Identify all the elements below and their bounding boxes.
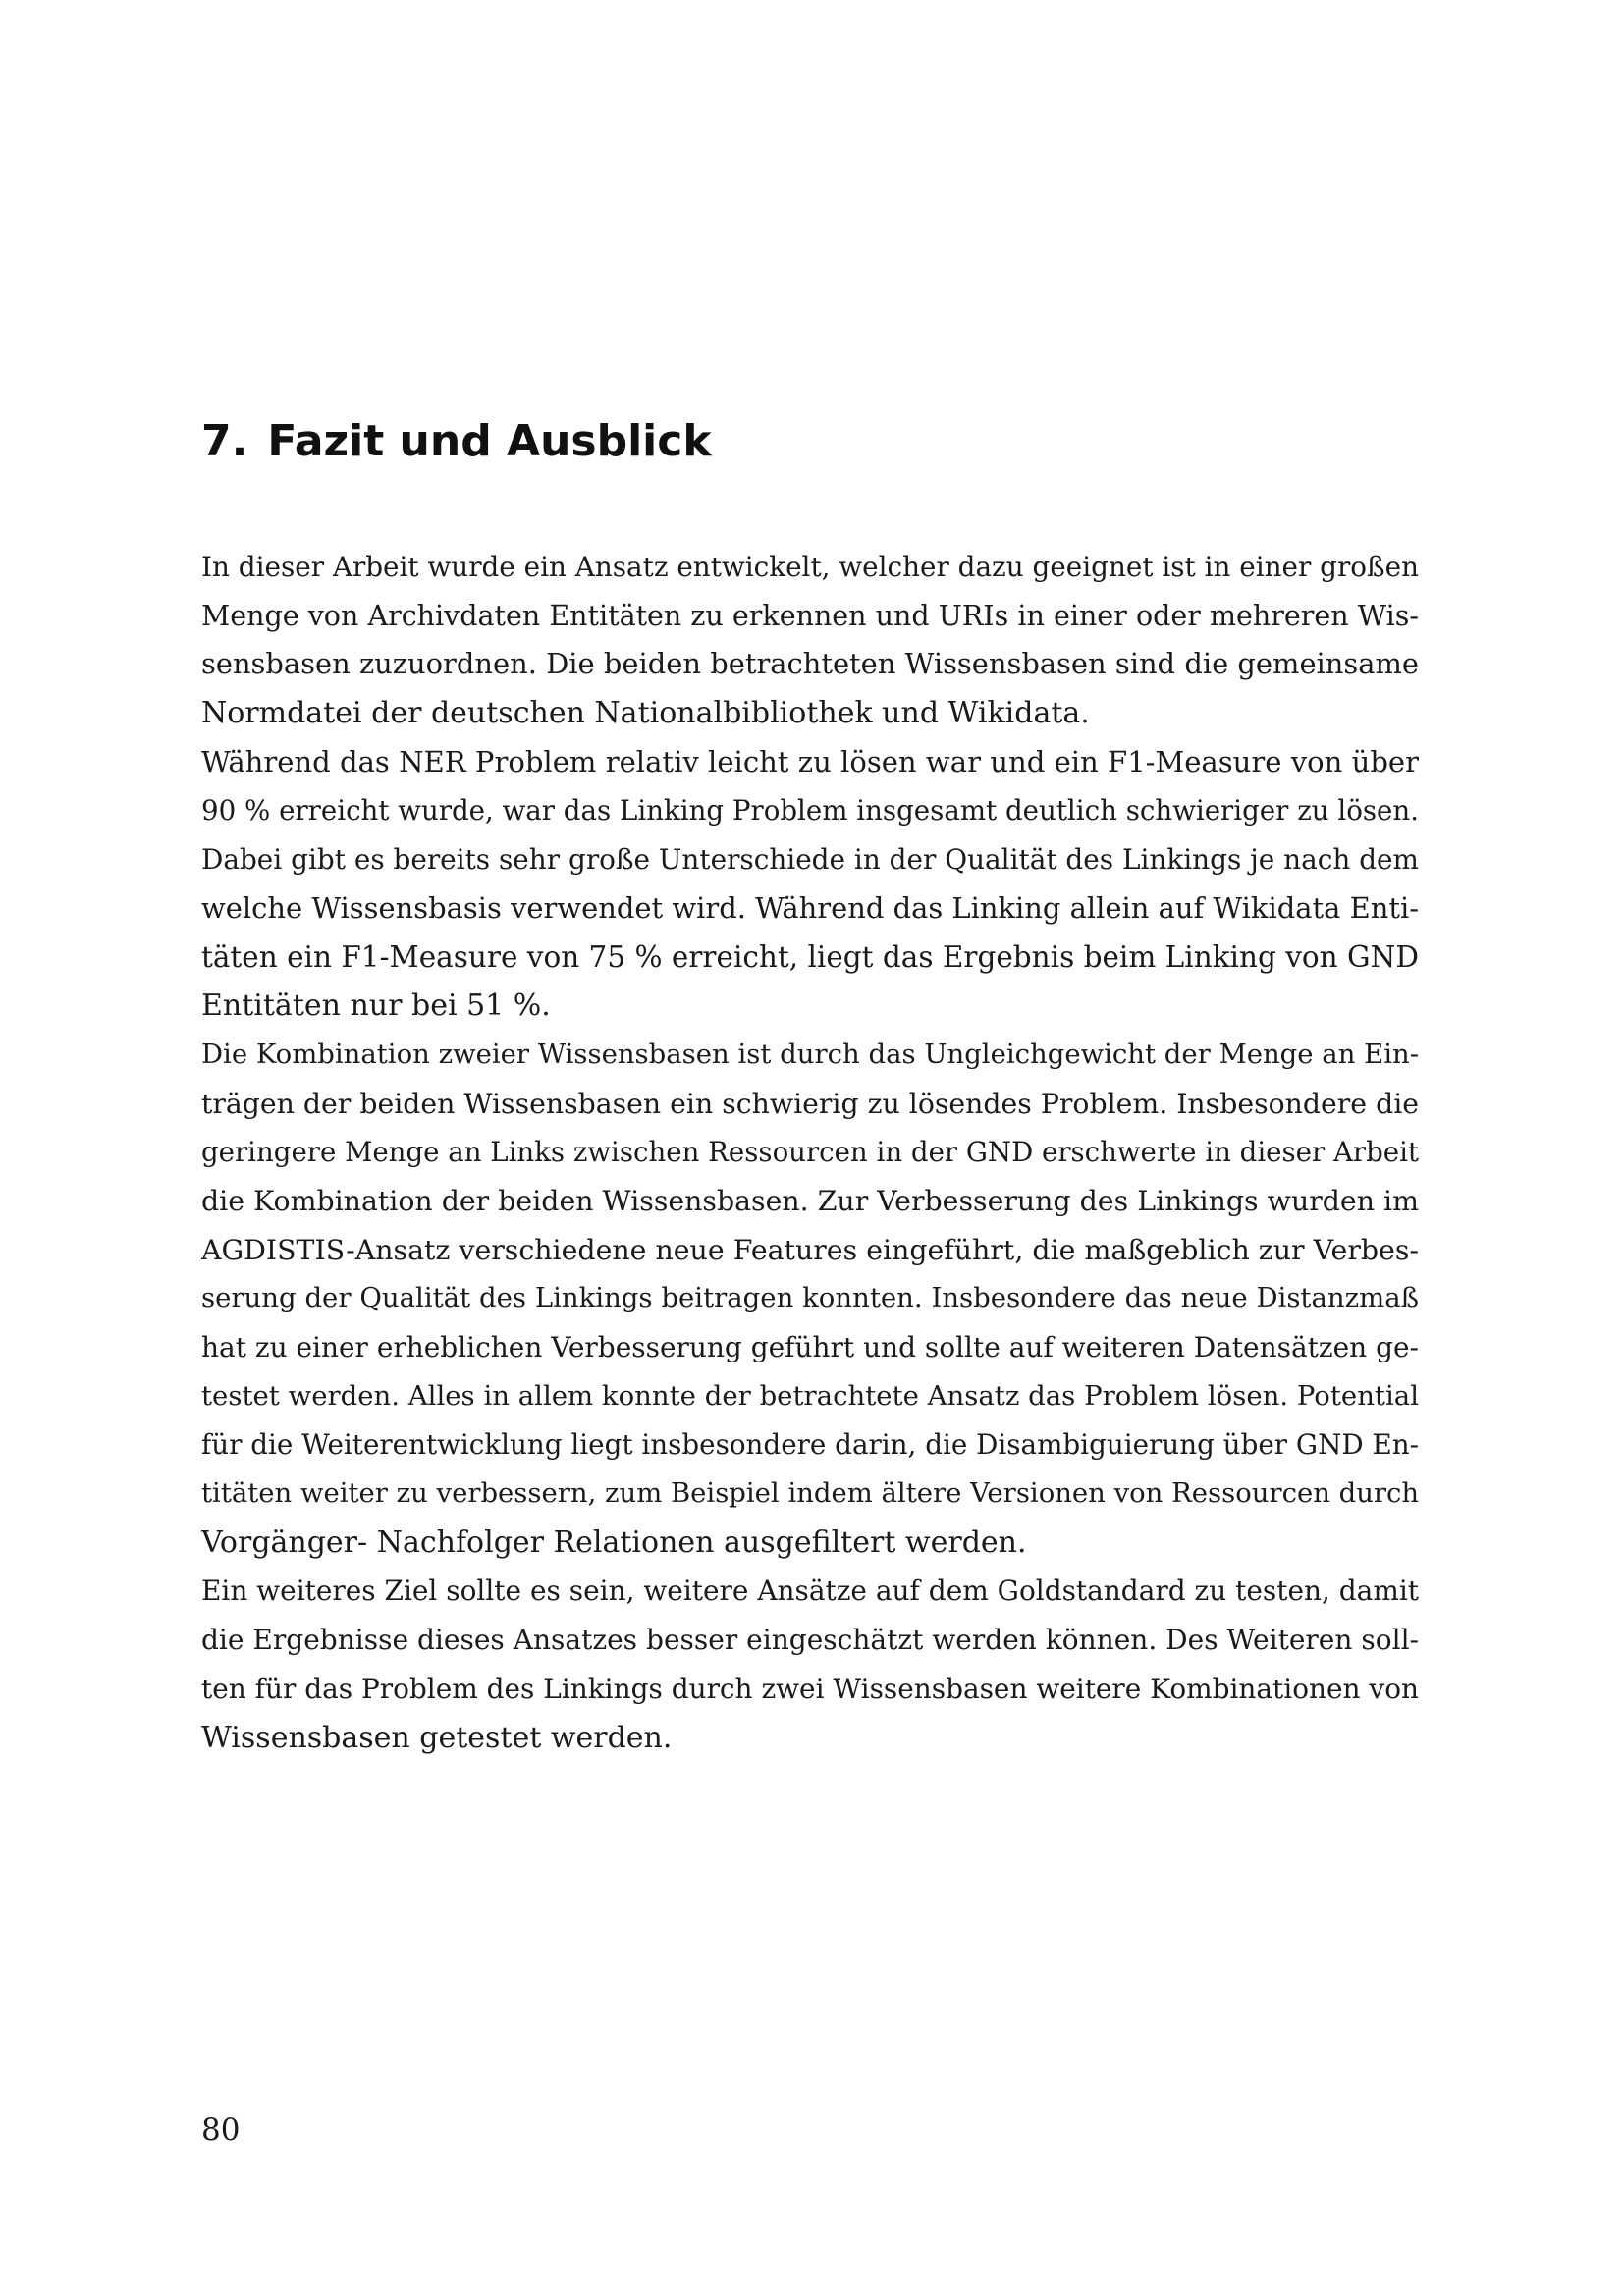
text-line: die Kombination der beiden Wissensbasen. Zur Verbesserung des Linkings wurden im bbox=[201, 1184, 1419, 1217]
chapter-number: 7. bbox=[201, 416, 248, 466]
text-line: AGDISTIS-Ansatz verschiedene neue Features eingeführt, die maßgeblich zur Verbes- bbox=[201, 1233, 1419, 1266]
text-line: Während das NER Problem relativ leicht zu lösen war und ein F1-Measure von über bbox=[201, 744, 1419, 778]
chapter-title: Fazit und Ausblick bbox=[267, 416, 712, 466]
text-line: Wissensbasen getestet werden. bbox=[201, 1720, 673, 1755]
text-line: hat zu einer erheblichen Verbesserung geführt und sollte auf weiteren Datensätzen ge- bbox=[201, 1331, 1419, 1363]
paragraph-2 bbox=[201, 738, 1419, 1031]
text-line: welche Wissensbasis verwendet wird. Während das Linking allein auf Wikidata Enti- bbox=[201, 890, 1419, 925]
text-line: Normdatei der deutschen Nationalbibliothek und Wikidata. bbox=[201, 696, 1090, 731]
text-line: Entitäten nur bei 51 %. bbox=[201, 988, 551, 1024]
paragraph-4 bbox=[201, 1567, 1419, 1762]
paragraph-1 bbox=[201, 543, 1419, 738]
chapter-body bbox=[201, 543, 1419, 1762]
text-line: geringere Menge an Links zwischen Ressourcen in der GND erschwerte in dieser Arbeit bbox=[201, 1136, 1419, 1169]
text-line: Menge von Archivdaten Entitäten zu erkennen und URIs in einer oder mehreren Wis- bbox=[201, 599, 1419, 632]
text-line: Vorgänger- Nachfolger Relationen ausgefiltert werden. bbox=[201, 1524, 1027, 1560]
chapter-heading bbox=[201, 412, 1429, 471]
text-line: trägen der beiden Wissensbasen ein schwierig zu lösendes Problem. Insbesondere die bbox=[201, 1087, 1419, 1120]
text-line: 90 % erreicht wurde, war das Linking Problem insgesamt deutlich schwieriger zu lösen. bbox=[201, 794, 1419, 828]
text-line: testet werden. Alles in allem konnte der betrachtete Ansatz das Problem lösen. Potential bbox=[201, 1379, 1419, 1412]
text-line: ten für das Problem des Linkings durch zwei Wissensbasen weitere Kombinationen von bbox=[201, 1672, 1419, 1705]
text-line: titäten weiter zu verbessern, zum Beispiel indem ältere Versionen von Ressourcen durch bbox=[201, 1478, 1419, 1510]
page-number: 80 bbox=[201, 2112, 241, 2148]
text-line: serung der Qualität des Linkings beitragen konnten. Insbesondere das neue Distanzmaß bbox=[201, 1282, 1419, 1314]
text-line: täten ein F1-Measure von 75 % erreicht, liegt das Ergebnis beim Linking von GND bbox=[201, 939, 1419, 974]
text-line: Ein weiteres Ziel sollte es sein, weitere Ansätze auf dem Goldstandard zu testen, damit bbox=[201, 1575, 1419, 1608]
text-line: sensbasen zuzuordnen. Die beiden betrachteten Wissensbasen sind die gemeinsame bbox=[201, 647, 1419, 681]
text-line: Dabei gibt es bereits sehr große Unterschiede in der Qualität des Linkings je nach dem bbox=[201, 843, 1419, 877]
paragraph-3 bbox=[201, 1031, 1419, 1568]
text-line: Die Kombination zweier Wissensbasen ist durch das Ungleichgewicht der Menge an Ein- bbox=[201, 1038, 1419, 1070]
text-line: die Ergebnisse dieses Ansatzes besser eingeschätzt werden können. Des Weiteren soll- bbox=[201, 1624, 1419, 1657]
text-line: für die Weiterentwicklung liegt insbesondere darin, die Disambiguierung über GND En- bbox=[201, 1428, 1419, 1462]
text-line: In dieser Arbeit wurde ein Ansatz entwickelt, welcher dazu geeignet ist in einer großen bbox=[201, 551, 1419, 583]
